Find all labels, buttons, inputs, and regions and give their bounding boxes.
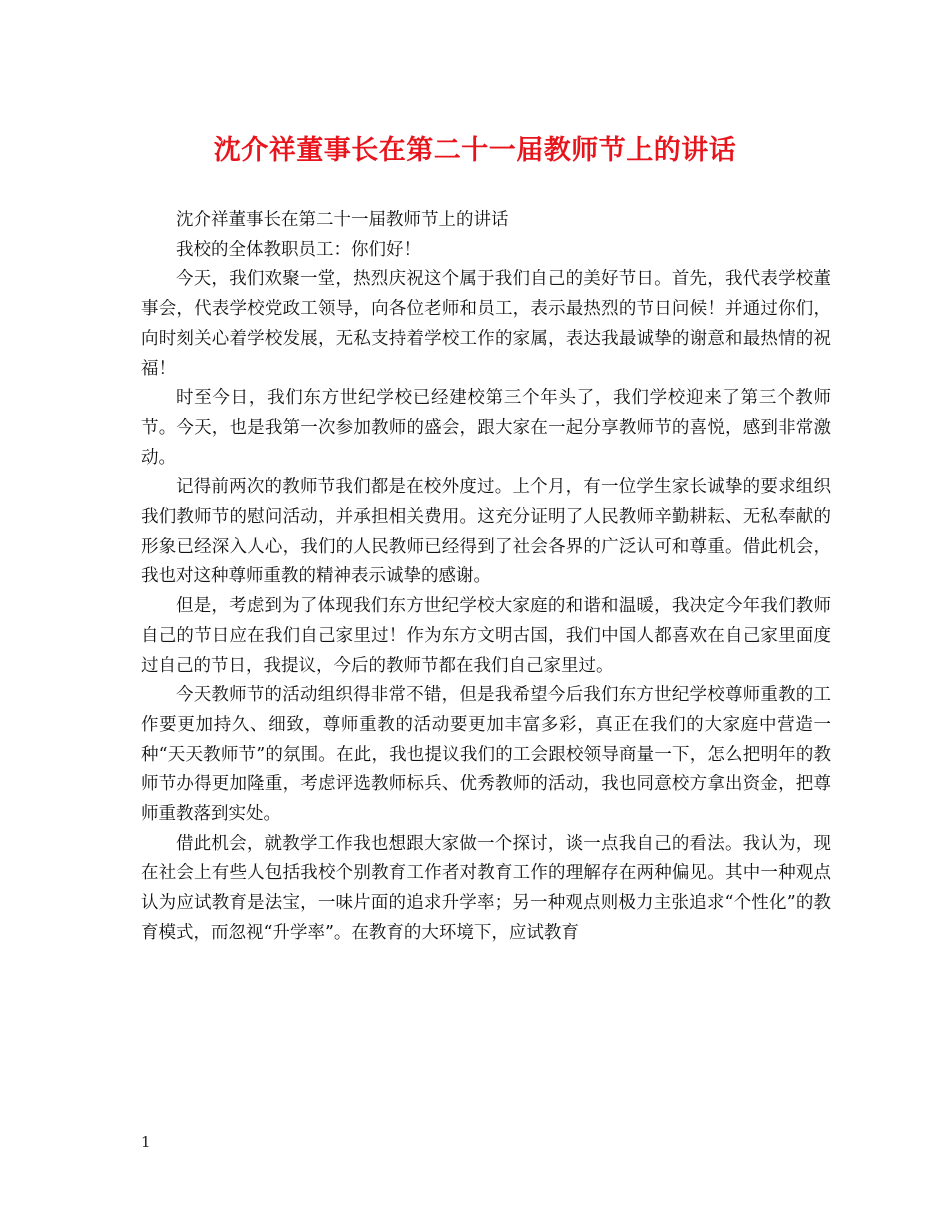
paragraph: 今天，我们欢聚一堂，热烈庆祝这个属于我们自己的美好节日。首先，我代表学校董事会，代表学校党政工领导，向各位老师和员工，表示最热烈的节日问候！并通过你们，向时刻关心着学校发展，无私支持着学校工作的家属，表达我最诚挚的谢意和最热情的祝福！ [141,269,831,379]
paragraph-greeting: 我校的全体教职员工：你们好！ [176,239,421,260]
paragraph: 但是，考虑到为了体现我们东方世纪学校大家庭的和谐和温暖，我决定今年我们教师自己的节日应在我们自己家里过！作为东方文明古国，我们中国人都喜欢在自己家里面度过自己的节日，我提议，今后的教师节都在我们自己家里过。 [141,596,831,676]
paragraph: 记得前两次的教师节我们都是在校外度过。上个月，有一位学生家长诚挚的要求组织我们教师节的慰问活动，并承担相关费用。这充分证明了人民教师辛勤耕耘、无私奉献的形象已经深入人心，我们的人民教师已经得到了社会各界的广泛认可和尊重。借此机会，我也对这种尊师重教的精神表示诚挚的感谢。 [141,477,831,587]
paragraph: 借此机会，就教学工作我也想跟大家做一个探讨，谈一点我自己的看法。我认为，现在社会上有些人包括我校个别教育工作者对教育工作的理解存在两种偏见。其中一种观点认为应试教育是法宝，一味片面的追求升学率；另一种观点则极力主张追求“个性化”的教育模式，而忽视“升学率”。在教育的大环境下，应试教育 [141,833,831,943]
document-title: 沈介祥董事长在第二十一届教师节上的讲话 [213,135,737,166]
paragraph-heading: 沈介祥董事长在第二十一届教师节上的讲话 [176,210,509,230]
paragraph: 今天教师节的活动组织得非常不错，但是我希望今后我们东方世纪学校尊师重教的工作要更加持久、细致，尊师重教的活动要更加丰富多彩，真正在我们的大家庭中营造一种“天天教师节”的氛围。在此，我也提议我们的工会跟校领导商量一下，怎么把明年的教师节办得更加隆重，考虑评选教师标兵、优秀教师的活动，我也同意校方拿出资金，把尊师重教落到实处。 [141,685,831,825]
paragraph: 时至今日，我们东方世纪学校已经建校第三个年头了，我们学校迎来了第三个教师节。今天，也是我第一次参加教师的盛会，跟大家在一起分享教师节的喜悦，感到非常激动。 [141,388,831,468]
page-number: 1 [141,1133,151,1151]
document-body [141,206,831,949]
